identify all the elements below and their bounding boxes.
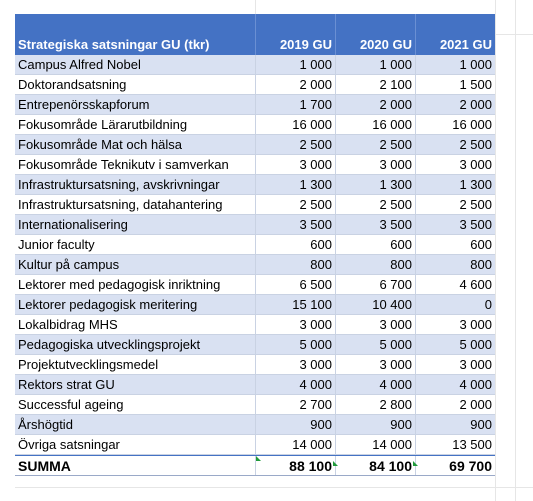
summa-label-cell[interactable]: SUMMA — [18, 457, 71, 474]
cell-2020[interactable]: 1 300 — [335, 175, 415, 194]
cell-label[interactable]: Successful ageing — [18, 397, 124, 412]
cell-2020[interactable]: 3 000 — [335, 315, 415, 334]
summa-row — [15, 455, 495, 476]
gridline — [15, 487, 533, 488]
cell-label[interactable]: Infrastruktursatsning, datahantering — [18, 197, 223, 212]
cell-label[interactable]: Fokusområde Lärarutbildning — [18, 117, 188, 132]
cell-2020[interactable]: 4 000 — [335, 375, 415, 394]
cell-2021[interactable]: 800 — [415, 255, 495, 274]
table-row — [15, 255, 495, 275]
header-cell-2021[interactable]: 2021 GU — [415, 14, 495, 55]
cell-2019[interactable]: 1 000 — [255, 55, 335, 74]
cell-label[interactable]: Årshögtid — [18, 417, 73, 432]
cell-2019[interactable]: 2 700 — [255, 395, 335, 414]
budget-table — [15, 14, 495, 476]
cell-2019[interactable]: 800 — [255, 255, 335, 274]
table-row — [15, 435, 495, 455]
cell-2021[interactable]: 1 300 — [415, 175, 495, 194]
cell-2021[interactable]: 3 000 — [415, 315, 495, 334]
cell-2021[interactable]: 600 — [415, 235, 495, 254]
table-row — [15, 375, 495, 395]
cell-2021[interactable]: 5 000 — [415, 335, 495, 354]
cell-2020[interactable]: 6 700 — [335, 275, 415, 294]
cell-2020[interactable]: 5 000 — [335, 335, 415, 354]
cell-2020[interactable]: 16 000 — [335, 115, 415, 134]
cell-2021[interactable]: 3 000 — [415, 155, 495, 174]
cell-indicator-icon — [333, 461, 338, 466]
cell-2019[interactable]: 5 000 — [255, 335, 335, 354]
summa-cell-2021[interactable]: 69 700 — [415, 456, 495, 475]
cell-2021[interactable]: 16 000 — [415, 115, 495, 134]
table-row — [15, 335, 495, 355]
cell-label[interactable]: Övriga satsningar — [18, 437, 120, 452]
cell-2020[interactable]: 2 500 — [335, 195, 415, 214]
cell-2020[interactable]: 600 — [335, 235, 415, 254]
cell-2021[interactable]: 1 000 — [415, 55, 495, 74]
cell-2019[interactable]: 16 000 — [255, 115, 335, 134]
cell-2021[interactable]: 900 — [415, 415, 495, 434]
cell-2019[interactable]: 1 700 — [255, 95, 335, 114]
header-cell-2020[interactable]: 2020 GU — [335, 14, 415, 55]
cell-2021[interactable]: 13 500 — [415, 435, 495, 454]
table-row — [15, 75, 495, 95]
table-row — [15, 95, 495, 115]
cell-indicator-icon — [413, 461, 418, 466]
table-row — [15, 55, 495, 75]
cell-label[interactable]: Junior faculty — [18, 237, 95, 252]
cell-label[interactable]: Internationalisering — [18, 217, 128, 232]
cell-2019[interactable]: 3 000 — [255, 355, 335, 374]
cell-2021[interactable]: 3 000 — [415, 355, 495, 374]
cell-label[interactable]: Lokalbidrag MHS — [18, 317, 118, 332]
cell-2020[interactable]: 10 400 — [335, 295, 415, 314]
table-row — [15, 115, 495, 135]
cell-label[interactable]: Lektorer pedagogisk meritering — [18, 297, 198, 312]
cell-2020[interactable]: 1 000 — [335, 55, 415, 74]
cell-2020[interactable]: 2 100 — [335, 75, 415, 94]
table-header-row — [15, 14, 495, 55]
cell-2019[interactable]: 3 000 — [255, 155, 335, 174]
cell-2020[interactable]: 14 000 — [335, 435, 415, 454]
cell-2019[interactable]: 600 — [255, 235, 335, 254]
cell-2019[interactable]: 2 500 — [255, 195, 335, 214]
cell-2020[interactable]: 3 000 — [335, 155, 415, 174]
cell-2019[interactable]: 1 300 — [255, 175, 335, 194]
table-row — [15, 235, 495, 255]
table-row — [15, 355, 495, 375]
cell-2021[interactable]: 0 — [415, 295, 495, 314]
cell-2019[interactable]: 14 000 — [255, 435, 335, 454]
cell-2021[interactable]: 2 500 — [415, 135, 495, 154]
table-row — [15, 415, 495, 435]
cell-2020[interactable]: 900 — [335, 415, 415, 434]
cell-2020[interactable]: 800 — [335, 255, 415, 274]
cell-label[interactable]: Infrastruktursatsning, avskrivningar — [18, 177, 220, 192]
cell-2019[interactable]: 2 500 — [255, 135, 335, 154]
cell-2020[interactable]: 2 500 — [335, 135, 415, 154]
cell-2019[interactable]: 15 100 — [255, 295, 335, 314]
summa-cell-2020[interactable]: 84 100 — [335, 456, 415, 475]
cell-label[interactable]: Campus Alfred Nobel — [18, 57, 141, 72]
table-row — [15, 135, 495, 155]
table-row — [15, 315, 495, 335]
cell-label[interactable]: Rektors strat GU — [18, 377, 115, 392]
cell-label[interactable]: Lektorer med pedagogisk inriktning — [18, 277, 221, 292]
table-body — [15, 55, 495, 455]
gridline — [495, 0, 496, 501]
cell-label[interactable]: Kultur på campus — [18, 257, 120, 272]
cell-label[interactable]: Pedagogiska utvecklingsprojekt — [18, 337, 201, 352]
cell-2019[interactable]: 6 500 — [255, 275, 335, 294]
cell-label[interactable]: Projektutvecklingsmedel — [18, 357, 159, 372]
cell-label[interactable]: Entrepenörsskapforum — [18, 97, 150, 112]
cell-2021[interactable]: 4 000 — [415, 375, 495, 394]
table-row — [15, 295, 495, 315]
cell-indicator-icon — [256, 456, 261, 461]
summa-cell-2019[interactable]: 88 100 — [255, 456, 335, 475]
table-row — [15, 155, 495, 175]
cell-2021[interactable]: 2 000 — [415, 95, 495, 114]
cell-2019[interactable]: 2 000 — [255, 75, 335, 94]
gridline — [255, 0, 256, 14]
gridline — [515, 0, 516, 501]
header-cell-2019[interactable]: 2019 GU — [255, 14, 335, 55]
cell-2020[interactable]: 2 800 — [335, 395, 415, 414]
table-row — [15, 175, 495, 195]
cell-2021[interactable]: 2 500 — [415, 195, 495, 214]
header-cell-title[interactable]: Strategiska satsningar GU (tkr) — [18, 37, 210, 52]
cell-label[interactable]: Fokusområde Mat och hälsa — [18, 137, 183, 152]
table-row — [15, 395, 495, 415]
cell-2019[interactable]: 3 500 — [255, 215, 335, 234]
table-row — [15, 275, 495, 295]
cell-2020[interactable]: 3 500 — [335, 215, 415, 234]
cell-2021[interactable]: 4 600 — [415, 275, 495, 294]
cell-2019[interactable]: 4 000 — [255, 375, 335, 394]
cell-2021[interactable]: 2 000 — [415, 395, 495, 414]
gridline — [495, 34, 533, 35]
cell-label[interactable]: Doktorandsatsning — [18, 77, 127, 92]
table-row — [15, 215, 495, 235]
cell-2020[interactable]: 3 000 — [335, 355, 415, 374]
cell-2019[interactable]: 900 — [255, 415, 335, 434]
cell-2019[interactable]: 3 000 — [255, 315, 335, 334]
cell-2021[interactable]: 3 500 — [415, 215, 495, 234]
cell-2020[interactable]: 2 000 — [335, 95, 415, 114]
cell-2021[interactable]: 1 500 — [415, 75, 495, 94]
cell-label[interactable]: Fokusområde Teknikutv i samverkan — [18, 157, 229, 172]
table-row — [15, 195, 495, 215]
